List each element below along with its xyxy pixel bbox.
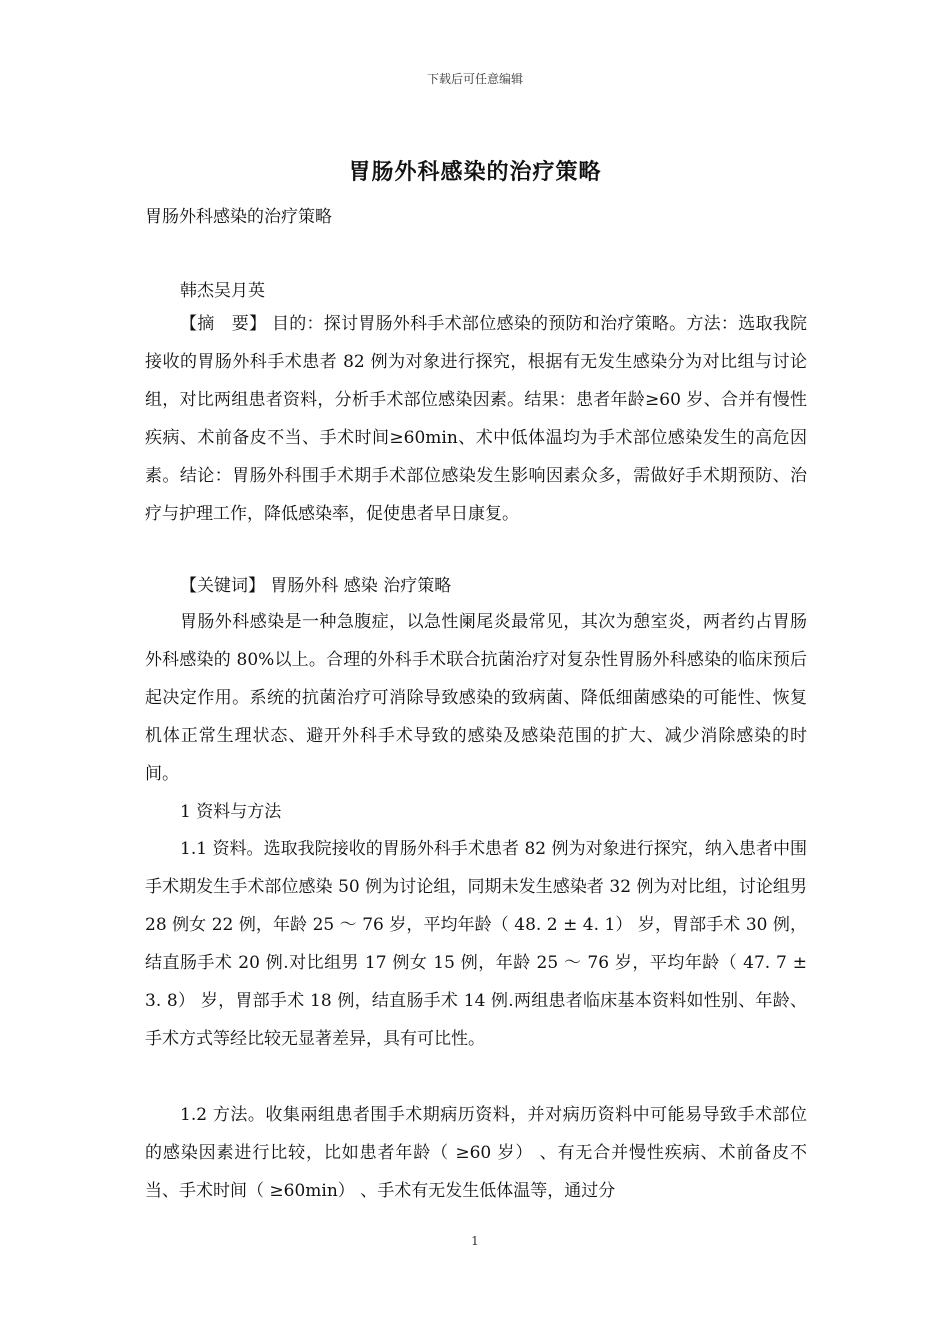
document-title: 胃肠外科感染的治疗策略 <box>348 159 602 185</box>
keywords-paragraph: 【关键词】 胃肠外科 感染 治疗策略 <box>180 576 452 596</box>
section-1-2-paragraph: 1.2 方法。收集兩组患者围手术期病历资料，并对病历资料中可能易导致手术部位的感染因素进行比较，比如患者年龄（ ≥60 岁） 、有无合并慢性疾病、术前备皮不当、手术时间（ ≥60min） 、手术有无发生低体温等，通过分 <box>145 1105 807 1201</box>
abstract-paragraph: 【摘 要】 目的：探讨胃肠外科手术部位感染的预防和治疗策略。方法：选取我院接收的胃肠外科手术患者 82 例为对象进行探究，根据有无发生感染分为对比组与讨论组，对比两组患者资料，分析手术部位感染因素。结果：患者年龄≥60 岁、合并有慢性疾病、术前备皮不当、手术时间≥60min、术中低体温均为手术部位感染发生的高危因素。结论：胃肠外科围手术期手术部位感染发生影响因素众多，需做好手术期预防、治疗与护理工作，降低感染率，促使患者早日康复。 <box>145 314 807 524</box>
page-number: 1 <box>471 1234 479 1248</box>
authors: 韩杰吴月英 <box>180 281 265 301</box>
section-1-1-paragraph: 1.1 资料。选取我院接收的胃肠外科手术患者 82 例为对象进行探究，纳入患者中围手术期发生手术部位感染 50 例为讨论组，同期未发生感染者 32 例为对比组，讨论组男 28 例女 22 例，年龄 25 ～ 76 岁，平均年龄（ 48. 2 ± 4. 1） 岁，胃部手术 30 例，结直肠手术 20 例.对比组男 17 例女 15 例，年龄 25 ～ 76 岁，平均年龄（ 47. 7 ± 3. 8） 岁，胃部手术 18 例，结直肠手术 14 例.两组患者临床基本资料如性别、年龄、手术方式等经比较无显著差异，具有可比性。 <box>145 839 807 1049</box>
page-header: 下载后可任意编辑 <box>426 72 523 86</box>
section-heading: 1 资料与方法 <box>180 802 282 822</box>
intro-paragraph: 胃肠外科感染是一种急腹症，以急性阑尾炎最常见，其次为憩室炎，两者约占胃肠外科感染的 80%以上。合理的外科手术联合抗菌治疗对复杂性胃肠外科感染的临床预后起决定作用。系统的抗菌治疗可消除导致感染的致病菌、降低细菌感染的可能性、恢复机体正常生理状态、避开外科手术导致的感染及感染范围的扩大、减少消除感染的时间。 <box>145 612 807 784</box>
subtitle: 胃肠外科感染的治疗策略 <box>145 207 332 227</box>
